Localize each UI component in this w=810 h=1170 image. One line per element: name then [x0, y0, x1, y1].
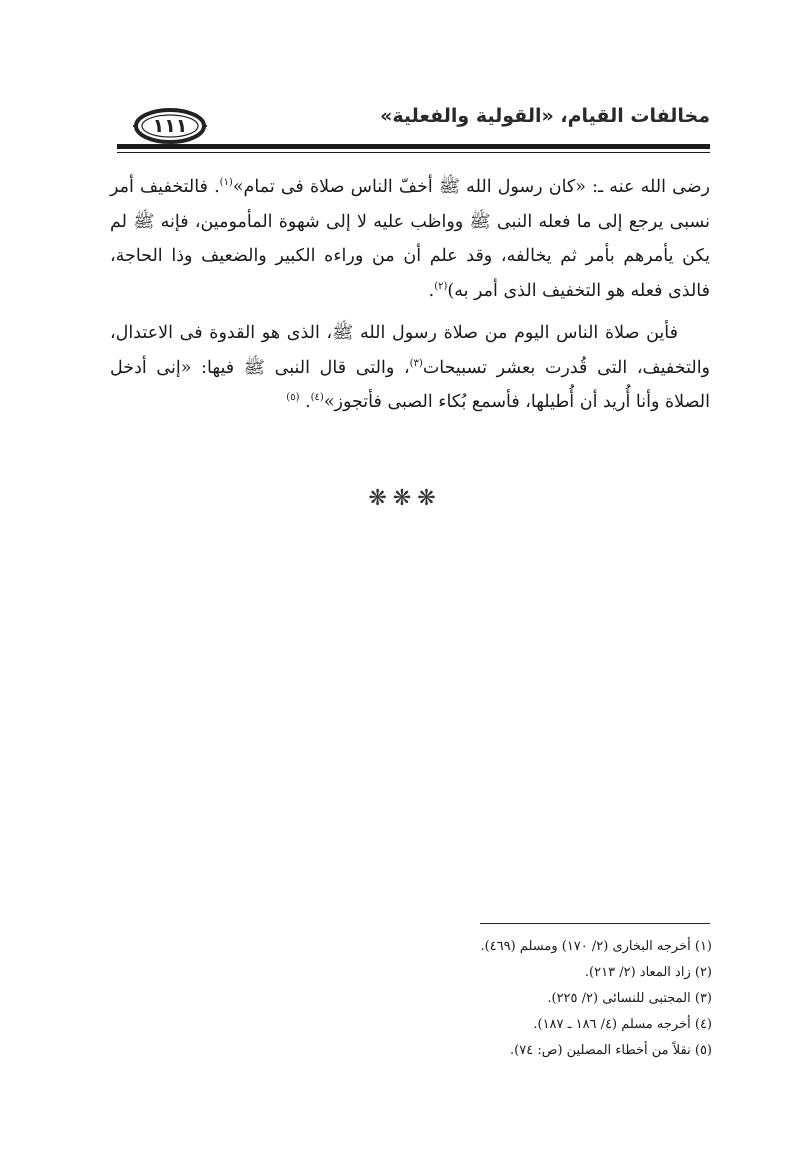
footnote-marker: (٥)	[286, 392, 300, 404]
paragraph-2	[110, 316, 710, 420]
paragraph-text: ، والتى قال النبى ﷺ فيها: «إنى أدخل الصلاة وأنا أُريد أن أُطيلها، فأسمع بُكاء الصبى فأتجوز»	[110, 357, 710, 412]
section-ornament-icon: ❋❋❋	[368, 486, 442, 511]
footnote-marker: (٢)	[434, 280, 448, 292]
paragraph-text: رضى الله عنه ـ: «كان رسول الله ﷺ أخفّ الناس صلاة فى تمام»	[232, 177, 711, 197]
header-rule-thin	[117, 152, 710, 153]
footnote-item: (١) أخرجه البخارى (٢/ ١٧٠) ومسلم (٤٦٩).	[480, 939, 712, 954]
page-number-badge	[133, 107, 207, 145]
footnote-marker: (٤)	[310, 392, 324, 404]
header-rule	[117, 144, 710, 149]
footnote-item: (٥) نقلاً من أخطاء المصلين (ص: ٧٤).	[510, 1043, 712, 1058]
footnote-marker: (٣)	[409, 357, 423, 369]
main-text	[110, 170, 710, 428]
paragraph-text: . فالتخفيف أمر نسبى يرجع إلى ما فعله النبى ﷺ وواظب عليه لا إلى شهوة المأمومين، فإنه ﷺ لم يكن يأمرهم بأمر ثم يخالفه، وقد علم أن من وراءه الكبير والضعيف وذا الحاجة، فالذى فعله هو التخفيف الذى أمر به)	[110, 177, 710, 301]
footnote-item: (٤) أخرجه مسلم (٤/ ١٨٦ ـ ١٨٧).	[533, 1017, 712, 1032]
running-header-title: مخالفات القيام، «القولية والفعلية»	[380, 105, 710, 127]
paragraph-text: فأين صلاة الناس اليوم من صلاة رسول الله ﷺ، الذى هو القدوة فى الاعتدال، والتخفيف، التى قُدرت بعشر تسبيحات	[110, 323, 711, 378]
paragraph-text: .	[305, 392, 311, 412]
footnote-item: (٢) زاد المعاد (٢/ ٢١٣).	[584, 965, 712, 980]
footnote-marker: (١)	[219, 177, 233, 189]
page-number: ١١١	[152, 115, 188, 137]
footnote-item: (٣) المجتبى للنسائى (٢/ ٢٢٥).	[547, 991, 712, 1006]
footnotes	[300, 934, 712, 1064]
paragraph-text: .	[428, 280, 435, 301]
footnote-separator	[480, 923, 710, 924]
paragraph-1	[110, 170, 710, 308]
